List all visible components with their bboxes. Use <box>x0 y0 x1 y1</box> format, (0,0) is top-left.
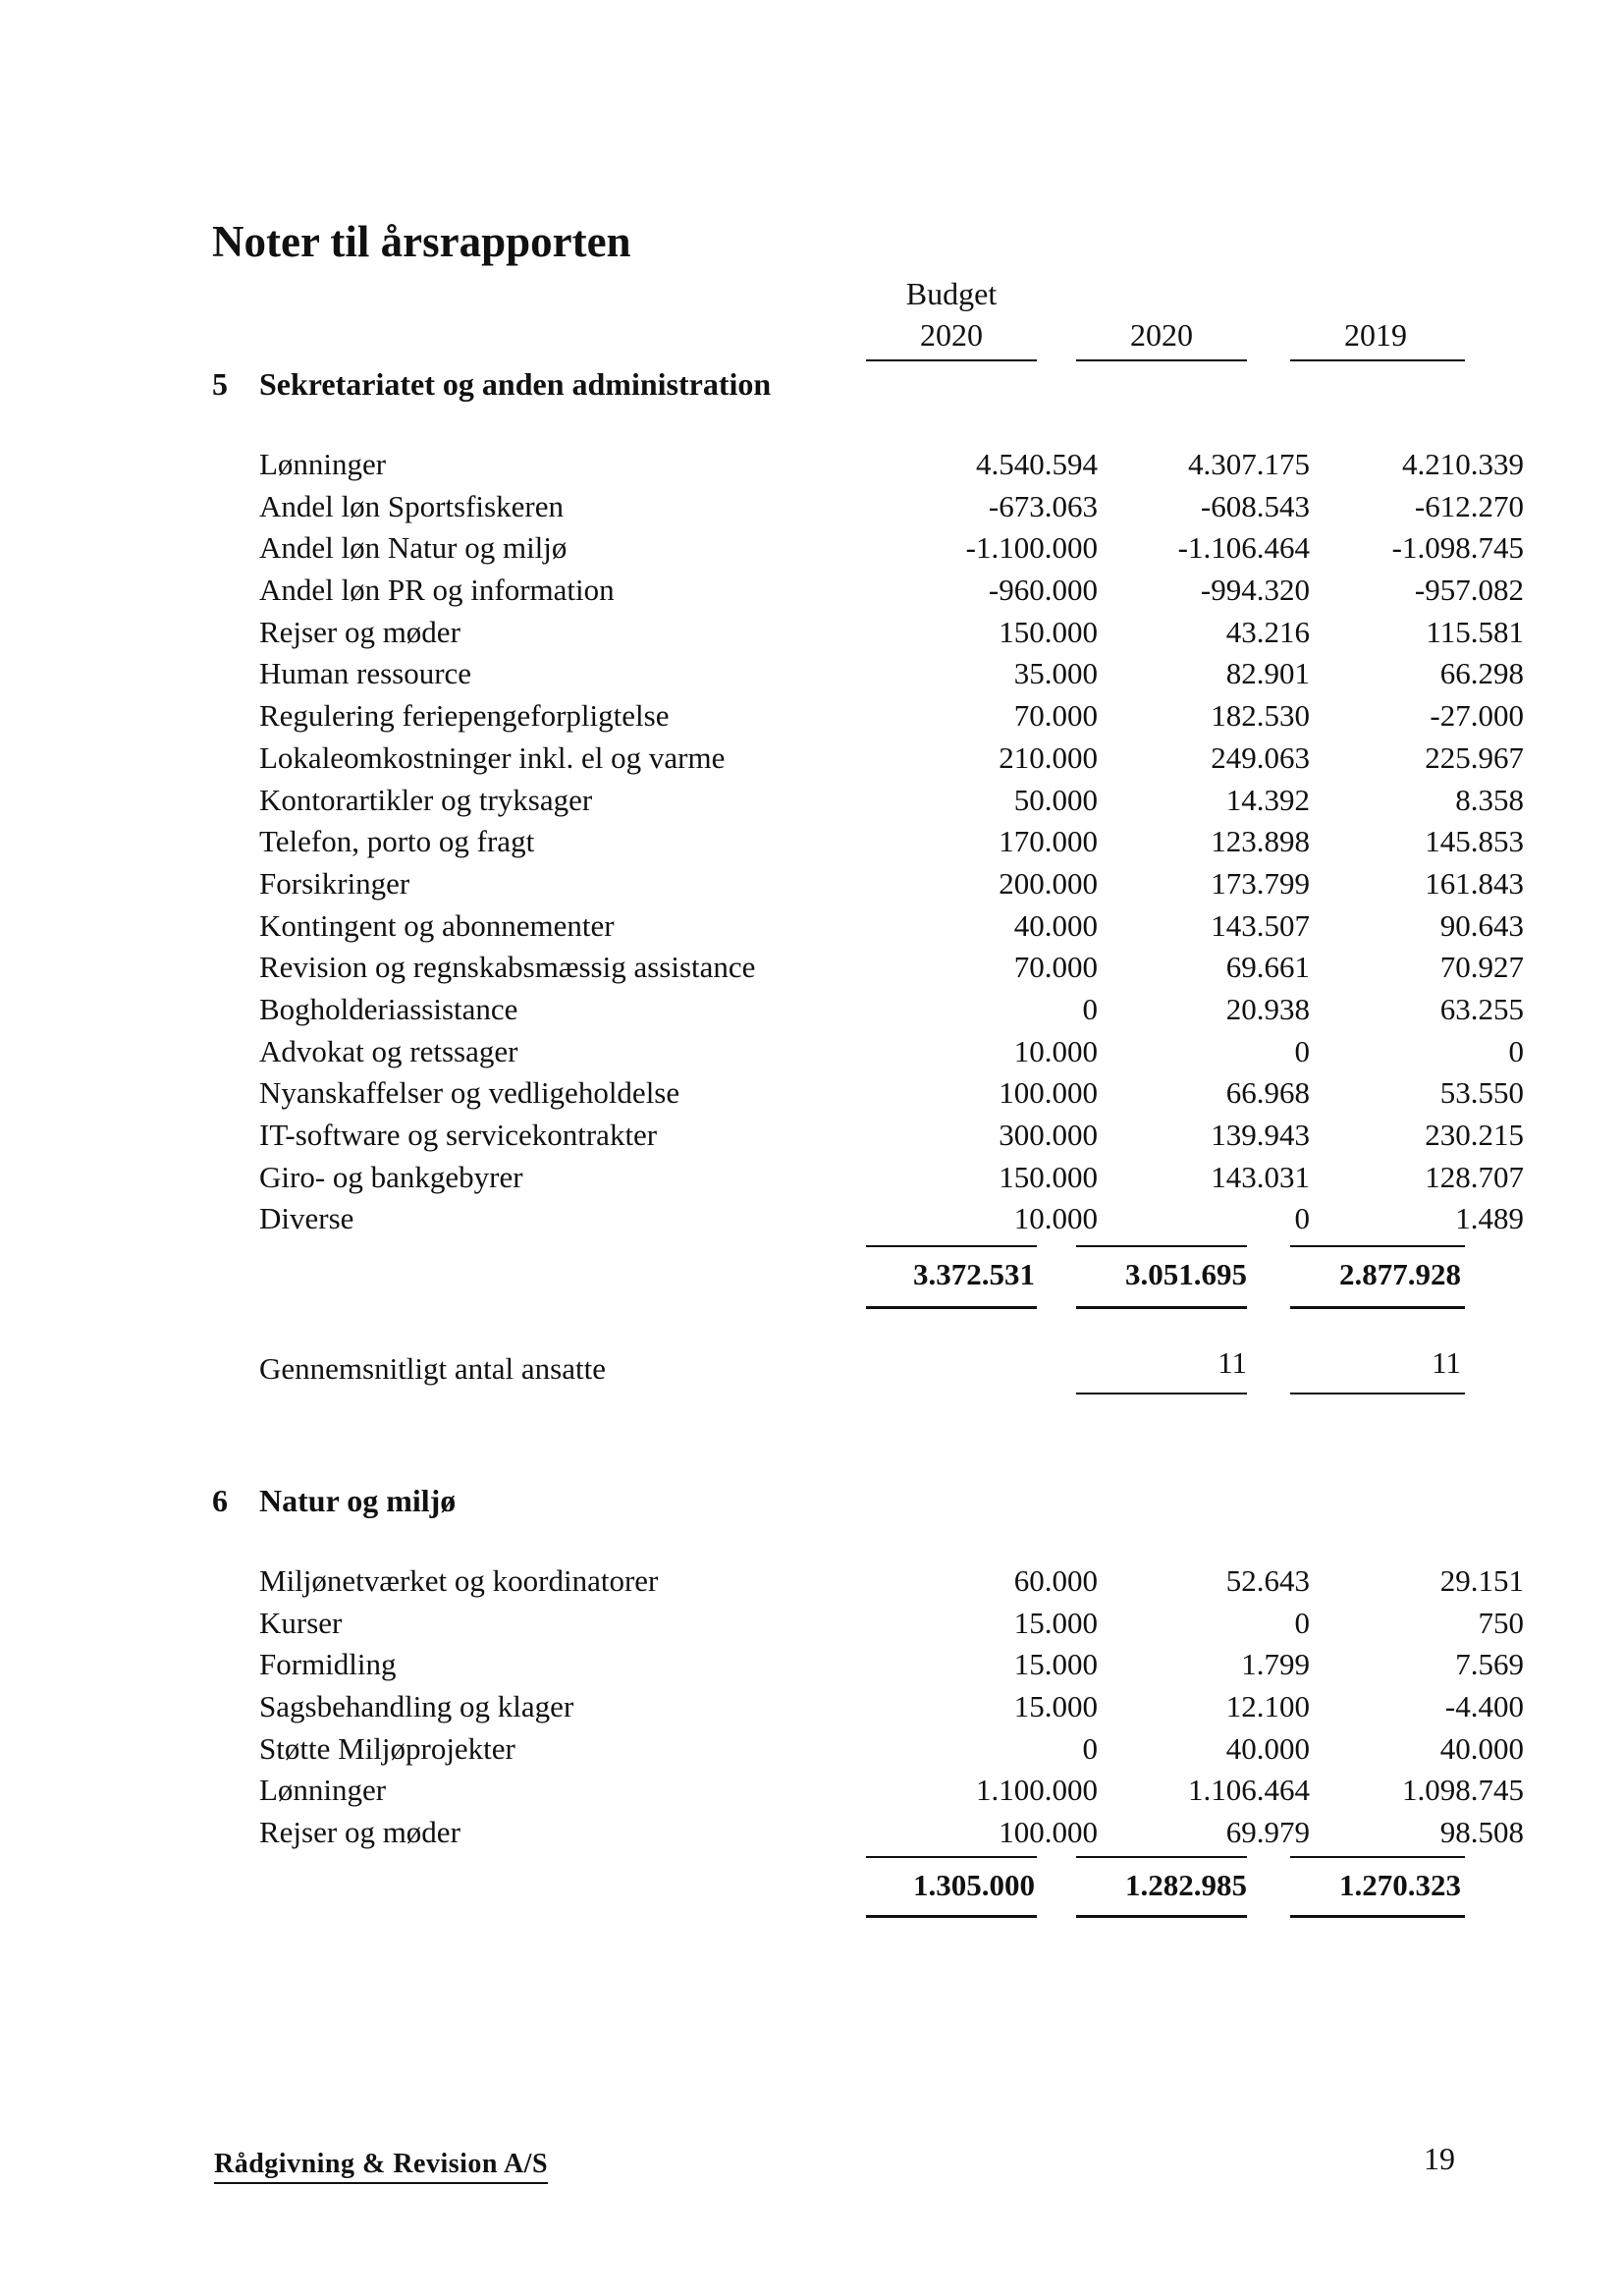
current-value: 1.106.464 <box>1188 1773 1310 1808</box>
prior-value: 1.489 <box>1455 1201 1524 1236</box>
budget-value: 170.000 <box>999 824 1098 859</box>
budget-value: 100.000 <box>999 1815 1098 1850</box>
note-5-total-rule-budget <box>866 1306 1037 1309</box>
current-value: 40.000 <box>1225 1730 1310 1766</box>
prior-value: -1.098.745 <box>1391 530 1524 566</box>
note-6-subtotal-rule-budget <box>866 1856 1037 1858</box>
note-number: 5 <box>212 366 228 402</box>
row-label: Nyanskaffelser og vedligeholdelse <box>259 1075 680 1111</box>
row-label: Formidling <box>259 1647 397 1682</box>
row-label: Advokat og retssager <box>259 1033 518 1068</box>
budget-value: 10.000 <box>1013 1033 1098 1068</box>
row-label: Andel løn PR og information <box>259 573 615 608</box>
budget-value: 0 <box>1082 1730 1098 1766</box>
current-value: 0 <box>1294 1033 1310 1068</box>
note-number: 6 <box>212 1483 228 1518</box>
row-label: Giro- og bankgebyrer <box>259 1159 523 1194</box>
current-value: 1.799 <box>1241 1647 1310 1682</box>
current-year: 2020 <box>1130 317 1193 353</box>
current-value: 20.938 <box>1225 991 1310 1026</box>
note-title: Sekretariatet og anden administration <box>259 366 772 402</box>
current-value: 0 <box>1294 1201 1310 1236</box>
header-rule-prior <box>1290 359 1465 361</box>
note-6-subtotal-rule-prior <box>1290 1856 1465 1858</box>
avg-rule-current <box>1076 1393 1247 1394</box>
current-value: 143.507 <box>1211 907 1310 943</box>
row-label: Rejser og møder <box>259 1815 460 1850</box>
current-value: 249.063 <box>1211 739 1310 775</box>
budget-value: 1.100.000 <box>976 1773 1098 1808</box>
current-value: 173.799 <box>1211 865 1310 901</box>
budget-year: 2020 <box>920 317 983 353</box>
row-label: Bogholderiassistance <box>259 991 518 1026</box>
current-value: 69.661 <box>1225 950 1310 985</box>
page-number: 19 <box>1424 2141 1455 2176</box>
row-label: Andel løn Natur og miljø <box>259 530 568 566</box>
prior-value: 40.000 <box>1439 1730 1524 1766</box>
budget-value: 70.000 <box>1013 698 1098 734</box>
total-budget: 3.372.531 <box>913 1257 1035 1291</box>
total-current: 3.051.695 <box>1125 1257 1247 1291</box>
row-label: Diverse <box>259 1201 354 1236</box>
prior-value: 63.255 <box>1439 991 1524 1026</box>
prior-value: 90.643 <box>1439 907 1524 943</box>
total-current: 1.282.985 <box>1125 1868 1247 1902</box>
budget-value: 150.000 <box>999 614 1098 649</box>
prior-value: 4.210.339 <box>1402 447 1524 481</box>
prior-year: 2019 <box>1344 317 1407 353</box>
prior-value: 750 <box>1478 1605 1524 1640</box>
row-label: Forsikringer <box>259 865 410 901</box>
prior-value: -4.400 <box>1444 1689 1524 1724</box>
budget-value: 0 <box>1082 991 1098 1026</box>
budget-value: 35.000 <box>1013 656 1098 691</box>
avg-rule-prior <box>1290 1393 1465 1394</box>
note-6-total-rule-prior <box>1290 1915 1465 1918</box>
note-5-total-rule-prior <box>1290 1306 1465 1309</box>
current-value: 82.901 <box>1225 656 1310 691</box>
current-value: 123.898 <box>1211 824 1310 859</box>
budget-value: 300.000 <box>999 1118 1098 1152</box>
budget-value: 210.000 <box>999 739 1098 775</box>
row-label: Kurser <box>259 1605 343 1640</box>
column-header-prior <box>1290 314 1461 355</box>
total-budget: 1.305.000 <box>913 1868 1035 1902</box>
avg-employees-label: Gennemsnitligt antal ansatte <box>259 1351 606 1386</box>
row-label: Kontorartikler og tryksager <box>259 782 593 817</box>
row-label: Lokaleomkostninger inkl. el og varme <box>259 739 726 775</box>
header-rule-current <box>1076 359 1247 361</box>
budget-value: 70.000 <box>1013 950 1098 985</box>
prior-value: 29.151 <box>1439 1563 1524 1598</box>
row-label: Støtte Miljøprojekter <box>259 1730 515 1766</box>
prior-value: 53.550 <box>1439 1075 1524 1111</box>
total-prior: 1.270.323 <box>1339 1868 1461 1902</box>
prior-value: 230.215 <box>1425 1118 1524 1152</box>
current-value: -994.320 <box>1200 573 1310 608</box>
current-value: 4.307.175 <box>1188 447 1310 481</box>
row-label: Rejser og møder <box>259 614 460 649</box>
current-value: 143.031 <box>1211 1159 1310 1194</box>
current-value: 182.530 <box>1211 698 1310 734</box>
current-value: -608.543 <box>1200 488 1310 523</box>
prior-value: -612.270 <box>1414 488 1524 523</box>
avg-employees-prior: 11 <box>1432 1345 1461 1380</box>
prior-value: -957.082 <box>1414 573 1524 608</box>
row-label: Regulering feriepengeforpligtelse <box>259 698 670 734</box>
prior-value: 7.569 <box>1455 1647 1524 1682</box>
prior-value: 1.098.745 <box>1402 1773 1524 1808</box>
note-5-total-rule-current <box>1076 1306 1247 1309</box>
budget-value: 50.000 <box>1013 782 1098 817</box>
budget-label: Budget <box>905 276 998 311</box>
row-label: Human ressource <box>259 656 472 691</box>
column-header-current <box>1076 314 1247 355</box>
row-label: Sagsbehandling og klager <box>259 1689 574 1724</box>
prior-value: 98.508 <box>1439 1815 1524 1850</box>
column-header-budget <box>866 273 1037 355</box>
budget-value: -960.000 <box>988 573 1098 608</box>
row-label: Miljønetværket og koordinatorer <box>259 1563 659 1598</box>
budget-value: 15.000 <box>1013 1689 1098 1724</box>
prior-value: 225.967 <box>1425 739 1524 775</box>
prior-value: 8.358 <box>1455 782 1524 817</box>
row-label: Lønninger <box>259 447 387 481</box>
row-label: IT-software og servicekontrakter <box>259 1118 658 1152</box>
note-6-subtotal-rule-current <box>1076 1856 1247 1858</box>
current-value: 14.392 <box>1225 782 1310 817</box>
note-6-total-rule-budget <box>866 1915 1037 1918</box>
current-value: 0 <box>1294 1605 1310 1640</box>
budget-value: 4.540.594 <box>976 447 1098 481</box>
row-label: Lønninger <box>259 1773 387 1808</box>
row-label: Telefon, porto og fragt <box>259 824 535 859</box>
total-prior: 2.877.928 <box>1339 1257 1461 1291</box>
budget-value: 40.000 <box>1013 907 1098 943</box>
header-rule-budget <box>866 359 1037 361</box>
prior-value: 115.581 <box>1426 614 1524 649</box>
current-value: -1.106.464 <box>1177 530 1310 566</box>
auditor-logo: Rådgivning & Revision A/S <box>214 2149 548 2184</box>
current-value: 139.943 <box>1211 1118 1310 1152</box>
prior-value: 145.853 <box>1425 824 1524 859</box>
budget-value: 200.000 <box>999 865 1098 901</box>
prior-value: 161.843 <box>1425 865 1524 901</box>
prior-value: 70.927 <box>1439 950 1524 985</box>
budget-value: 15.000 <box>1013 1605 1098 1640</box>
budget-value: 150.000 <box>999 1159 1098 1194</box>
budget-value: 15.000 <box>1013 1647 1098 1682</box>
current-value: 69.979 <box>1225 1815 1310 1850</box>
prior-value: 0 <box>1508 1033 1524 1068</box>
row-label: Andel løn Sportsfiskeren <box>259 488 564 523</box>
note-6-total-rule-current <box>1076 1915 1247 1918</box>
page-title: Noter til årsrapporten <box>212 217 631 266</box>
prior-value: -27.000 <box>1430 698 1524 734</box>
budget-value: -1.100.000 <box>965 530 1098 566</box>
current-value: 66.968 <box>1225 1075 1310 1111</box>
budget-value: 10.000 <box>1013 1201 1098 1236</box>
note-5-subtotal-rule-current <box>1076 1245 1247 1247</box>
current-value: 43.216 <box>1225 614 1310 649</box>
budget-value: 100.000 <box>999 1075 1098 1111</box>
row-label: Revision og regnskabsmæssig assistance <box>259 950 756 985</box>
prior-value: 66.298 <box>1439 656 1524 691</box>
avg-employees-current: 11 <box>1217 1345 1247 1380</box>
budget-value: -673.063 <box>988 488 1098 523</box>
budget-value: 60.000 <box>1013 1563 1098 1598</box>
current-value: 12.100 <box>1225 1689 1310 1724</box>
note-5-subtotal-rule-prior <box>1290 1245 1465 1247</box>
note-5-subtotal-rule-budget <box>866 1245 1037 1247</box>
row-label: Kontingent og abonnementer <box>259 907 615 943</box>
current-value: 52.643 <box>1225 1563 1310 1598</box>
note-title: Natur og miljø <box>259 1483 457 1518</box>
prior-value: 128.707 <box>1425 1159 1524 1194</box>
